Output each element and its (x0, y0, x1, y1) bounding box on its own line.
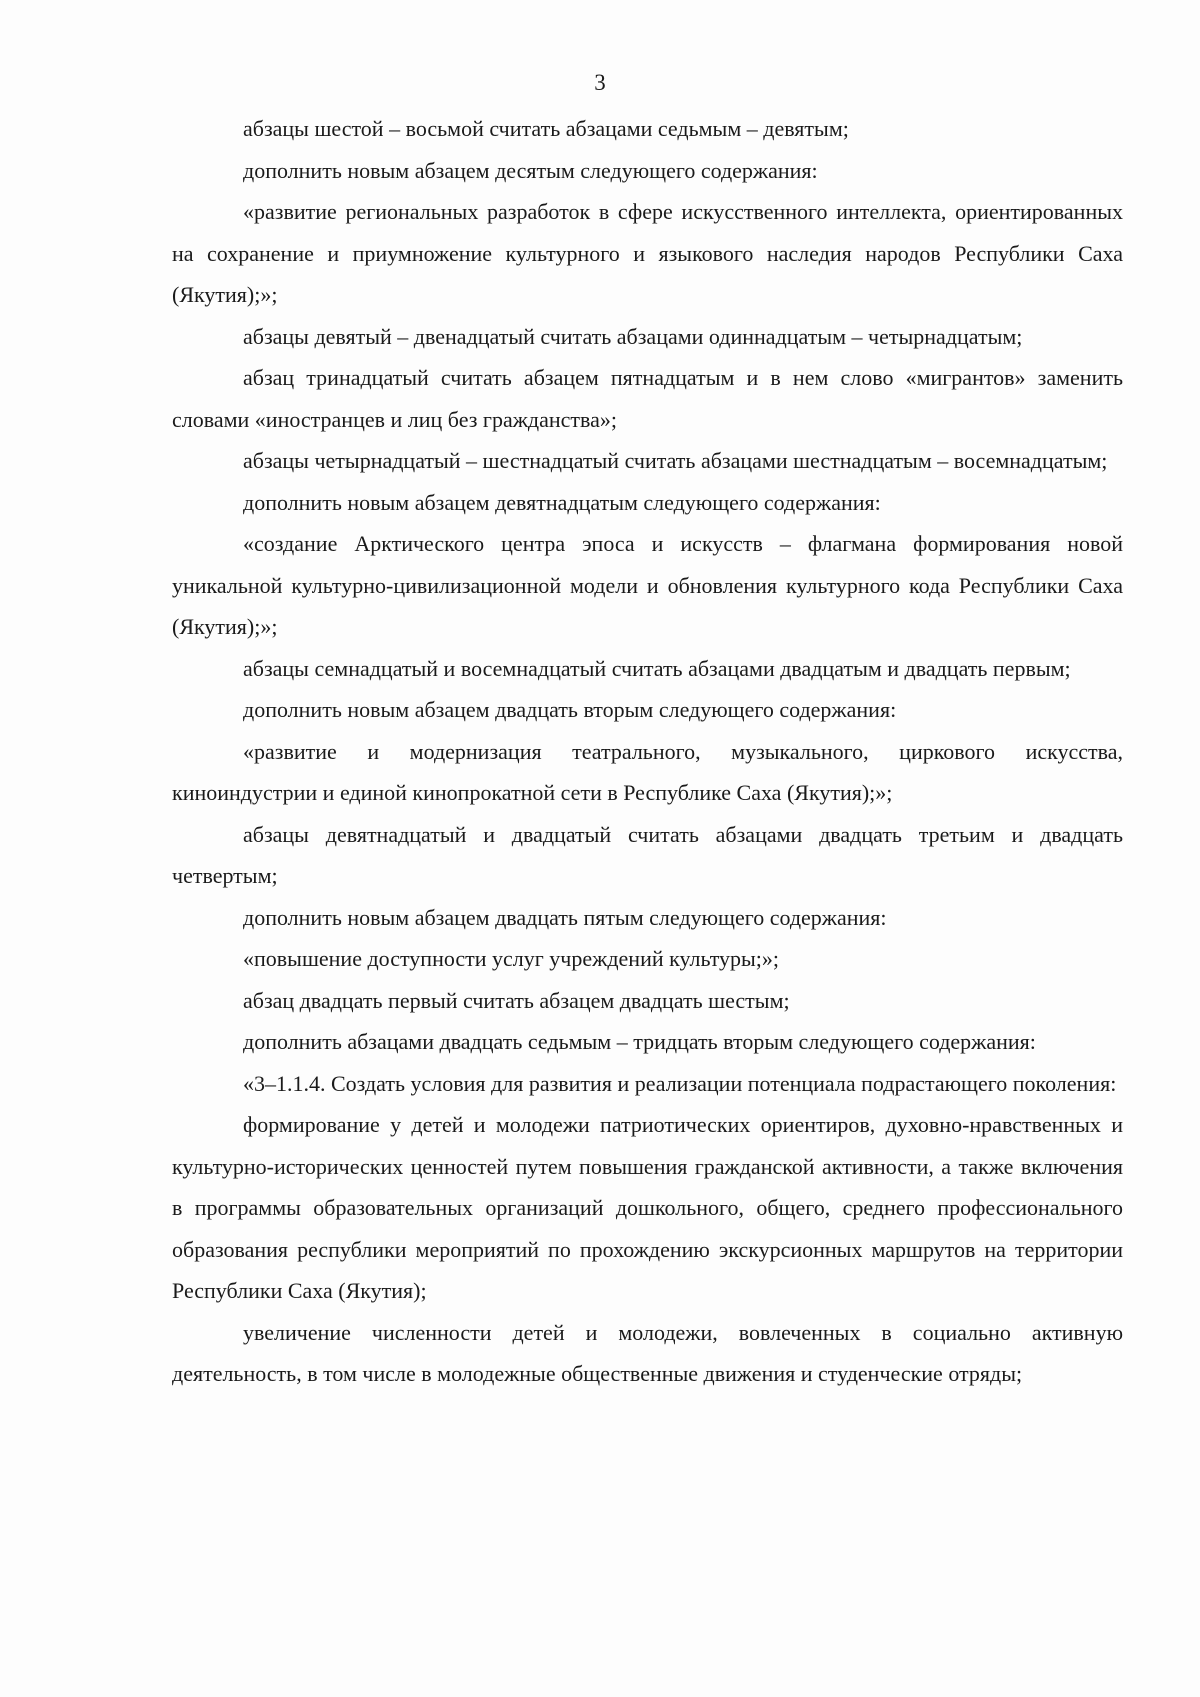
paragraph: абзац тринадцатый считать абзацем пятнадцатым и в нем слово «мигрантов» заменить словами «иностранцев и лиц без гражданства»; (172, 365, 1123, 432)
paragraph: увеличение численности детей и молодежи, вовлеченных в социально активную деятельность, в том числе в молодежные общественные движения и студенческие отряды; (172, 1319, 1123, 1386)
paragraph: абзацы шестой – восьмой считать абзацами седьмым – девятым; (243, 116, 849, 141)
paragraph: абзац двадцать первый считать абзацем двадцать шестым; (243, 987, 790, 1013)
paragraph: дополнить новым абзацем двадцать вторым следующего содержания: (243, 697, 897, 722)
paragraph: дополнить абзацами двадцать седьмым – тридцать вторым следующего содержания: (243, 1029, 1036, 1054)
paragraph: абзацы четырнадцатый – шестнадцатый считать абзацами шестнадцатым – восемнадцатым; (243, 448, 1108, 473)
paragraph: дополнить новым абзацем десятым следующего содержания: (243, 157, 818, 183)
paragraph: «повышение доступности услуг учреждений культуры;»; (243, 946, 780, 971)
paragraph: дополнить новым абзацем девятнадцатым следующего содержания: (243, 489, 881, 515)
paragraph: абзацы девятнадцатый и двадцатый считать абзацами двадцать третьим и двадцать четвертым; (172, 821, 1123, 888)
paragraph: «3–1.1.4. Создать условия для развития и реализации потенциала подрастающего поколения: (243, 1070, 1117, 1096)
paragraph: «развитие региональных разработок в сфере искусственного интеллекта, ориентированных на сохранение и приумножение культурного и языкового наследия народов Республики Саха (Якутия);»; (172, 199, 1123, 307)
paragraph: абзацы девятый – двенадцатый считать абзацами одиннадцатым – четырнадцатым; (243, 323, 1023, 349)
paragraph: абзацы семнадцатый и восемнадцатый считать абзацами двадцатым и двадцать первым; (243, 655, 1071, 681)
paragraph: дополнить новым абзацем двадцать пятым следующего содержания: (243, 904, 887, 930)
page-number: 3 (594, 70, 606, 95)
paragraph: формирование у детей и молодежи патриотических ориентиров, духовно-нравственных и культурно-исторических ценностей путем повышения гражданской активности, а также включения в программы образовательных организаций дошкольного, общего, среднего профессионального образования республики мероприятий по прохождению экскурсионных маршрутов на территории Республики Саха (Якутия); (172, 1112, 1123, 1303)
paragraph: «развитие и модернизация театрального, музыкального, циркового искусства, киноиндустрии и единой кинопрокатной сети в Республике Саха (Якутия);»; (172, 738, 1123, 805)
document-body (172, 108, 1123, 1395)
paragraph: «создание Арктического центра эпоса и искусств – флагмана формирования новой уникальной культурно-цивилизационной модели и обновления культурного кода Республики Саха (Якутия);»; (172, 531, 1123, 639)
